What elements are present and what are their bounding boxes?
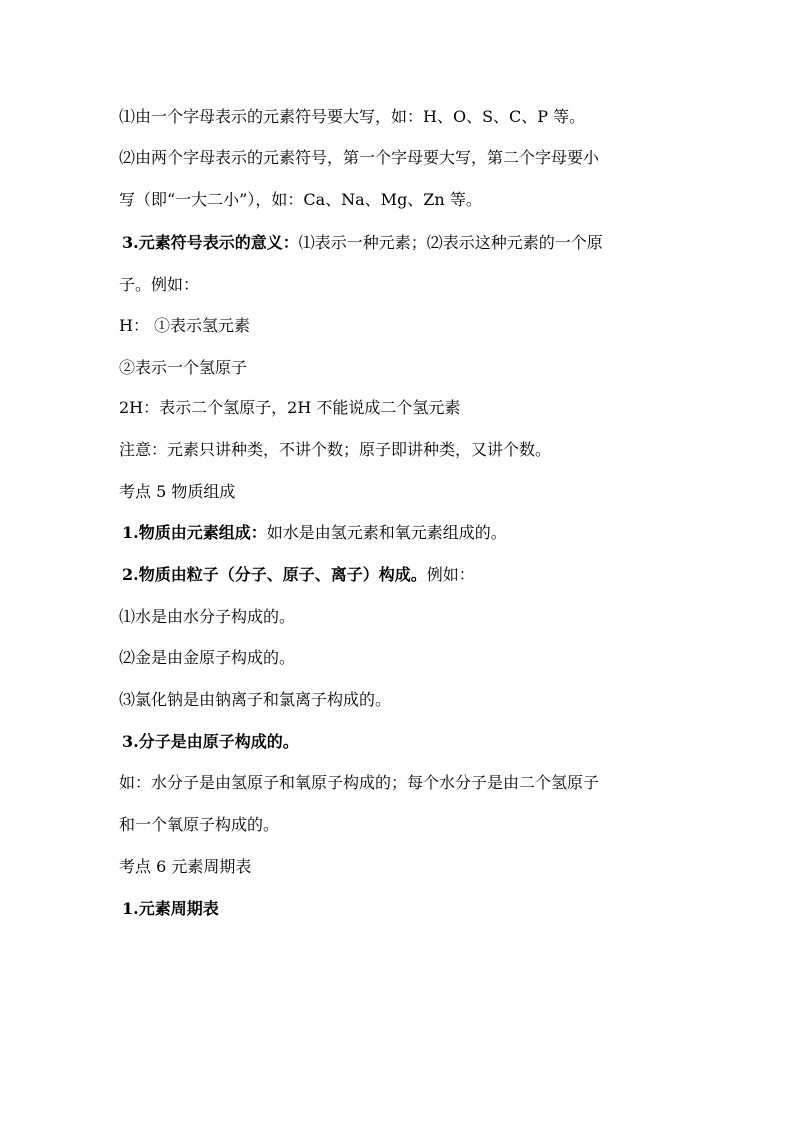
example-water: ⑴水是由水分子构成的。 (119, 607, 296, 626)
rule-two-letter-cont: 写（即“一大二小”），如：Ca、Na、Mg、Zn 等。 (119, 190, 482, 209)
rule-two-letter: ⑵由两个字母表示的元素符号，第一个字母要大写，第二个字母要小 (119, 148, 600, 167)
water-molecule-example: 如：水分子是由氢原子和氧原子构成的；每个水分子是由二个氢原子 (119, 773, 600, 792)
section-heading-6: 考点 6 元素周期表 (119, 857, 252, 876)
rule-single-letter: ⑴由一个字母表示的元素符号要大写，如：H、O、S、C、P 等。 (119, 107, 586, 126)
example-h-1: H： ①表示氢元素 (119, 316, 251, 335)
composition-point-2 (122, 565, 692, 585)
example-gold: ⑵金是由金原子构成的。 (119, 648, 296, 667)
water-molecule-example-cont: 和一个氧原子构成的。 (119, 815, 280, 834)
periodic-table-heading: 1.元素周期表 (122, 899, 219, 918)
symbol-meaning (122, 233, 692, 253)
example-nacl: ⑶氯化钠是由钠离子和氯离子构成的。 (119, 690, 392, 709)
symbol-meaning-heading: 3.元素符号表示的意义： (122, 233, 299, 252)
example-2h: 2H：表示二个氢原子，2H 不能说成二个氢元素 (119, 398, 461, 417)
composition-point-1-heading: 1.物质由元素组成： (122, 523, 267, 542)
composition-point-2-text: 例如： (426, 565, 475, 584)
example-h-2: ②表示一个氢原子 (119, 358, 248, 377)
composition-point-3: 3.分子是由原子构成的。 (122, 732, 299, 751)
note: 注意：元素只讲种类，不讲个数；原子即讲种类，又讲个数。 (119, 440, 552, 459)
composition-point-1-text: 如水是由氢元素和氧元素组成的。 (266, 523, 507, 542)
composition-point-1 (122, 523, 692, 543)
symbol-meaning-text: ⑴表示一种元素；⑵表示这种元素的一个原 (298, 233, 603, 252)
section-heading-5: 考点 5 物质组成 (119, 482, 236, 501)
composition-point-2-heading: 2.物质由粒子（分子、原子、离子）构成。 (122, 565, 427, 584)
symbol-meaning-cont: 子。例如： (119, 275, 200, 294)
